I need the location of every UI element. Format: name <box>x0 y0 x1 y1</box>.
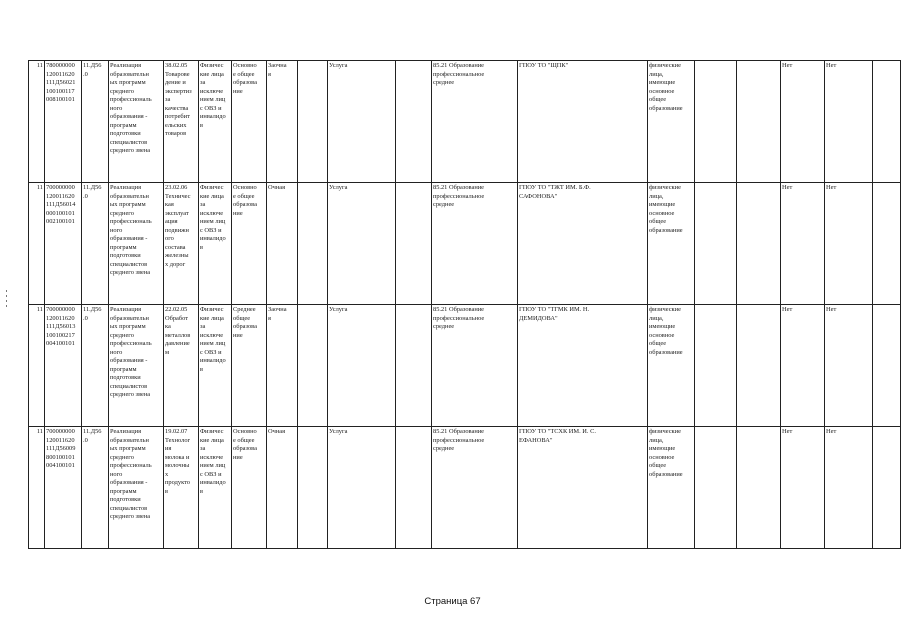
service-name-cell <box>109 183 164 305</box>
paid-flag-cell <box>781 427 825 549</box>
fee-flag-cell-text: Нет <box>826 184 837 191</box>
registry-code-cell-text: 700000000 120011620 111Д56014 000100101 002100101 <box>46 184 76 226</box>
fee-flag-cell <box>825 61 873 183</box>
table-row <box>29 427 901 549</box>
specialty-cell <box>164 61 199 183</box>
registry-code-cell-text: 700000000 120011620 111Д56013 100100217 004100101 <box>46 306 76 348</box>
page-number-footer: Страница 67 <box>424 596 481 607</box>
service-name-cell-text: Реализация образовательн ых программ среднего профессиональ ного образования - программ подготовки специалистов среднего звена <box>110 184 152 277</box>
okved-cell-text: 85.21 Образование профессиональное среднее <box>433 62 485 87</box>
education-form-cell-text: Очная <box>268 184 286 191</box>
row-number-cell-text: 11 <box>36 306 43 313</box>
basic-service-code-cell-text: 11.Д56 .0 <box>83 306 102 322</box>
empty-cell <box>396 305 432 427</box>
okved-cell-text: 85.21 Образование профессиональное среднее <box>433 184 485 209</box>
fee-flag-cell <box>825 427 873 549</box>
institution-cell <box>518 61 648 183</box>
empty-cell <box>396 183 432 305</box>
empty-cell <box>737 61 781 183</box>
services-register-table <box>28 60 901 549</box>
consumer-category-cell <box>199 61 232 183</box>
service-name-cell <box>109 305 164 427</box>
service-name-cell-text: Реализация образовательн ых программ среднего профессиональ ного образования - программ подготовки специалистов среднего звена <box>110 306 152 399</box>
okved-cell-text: 85.21 Образование профессиональное среднее <box>433 306 485 331</box>
table-row <box>29 183 901 305</box>
consumer-category-cell-text: Физичес кие лица за исключе нием лиц с ОВЗ и инвалидо в <box>200 306 226 373</box>
education-form-cell <box>267 183 298 305</box>
paid-flag-cell-text: Нет <box>782 306 793 313</box>
education-level-cell <box>232 183 267 305</box>
basic-service-code-cell <box>82 183 109 305</box>
education-level-cell <box>232 427 267 549</box>
paid-flag-cell <box>781 305 825 427</box>
consumer-category-cell <box>199 427 232 549</box>
specialty-cell-text: 38.02.05 Товарове дение и экспертиз за качества потребит ельских товаров <box>165 62 192 138</box>
row-number-cell <box>29 305 45 427</box>
okved-cell <box>432 61 518 183</box>
empty-cell <box>737 183 781 305</box>
fee-flag-cell-text: Нет <box>826 306 837 313</box>
row-number-cell-text: 11 <box>36 62 43 69</box>
basic-service-code-cell <box>82 61 109 183</box>
row-number-cell <box>29 183 45 305</box>
education-form-cell <box>267 61 298 183</box>
empty-cell <box>396 427 432 549</box>
institution-cell <box>518 305 648 427</box>
paid-flag-cell-text: Нет <box>782 184 793 191</box>
consumer-category-cell <box>199 305 232 427</box>
service-name-cell <box>109 427 164 549</box>
basic-service-code-cell-text: 11.Д56 .0 <box>83 62 102 78</box>
empty-cell <box>737 427 781 549</box>
specialty-cell-text: 23.02.06 Техничес кая эксплуат ация подвижн ого состава железны х дорог <box>165 184 191 268</box>
education-form-cell-text: Заочна я <box>268 62 287 78</box>
specialty-cell <box>164 183 199 305</box>
specialty-cell-text: 19.02.07 Технолог ия молока и молочны х продукто в <box>165 428 191 495</box>
empty-cell <box>695 61 737 183</box>
empty-cell <box>298 305 328 427</box>
education-level-cell-text: Основно е общее образова ние <box>233 62 257 95</box>
recipients-cell-text: физические лица, имеющие основное общее образование <box>649 62 683 112</box>
consumer-category-cell-text: Физичес кие лица за исключе нием лиц с ОВЗ и инвалидо в <box>200 62 226 129</box>
institution-cell-text: ГПОУ ТО "ТСХК ИМ. И. С. ЕФАНОВА" <box>519 428 596 444</box>
okved-cell <box>432 305 518 427</box>
item-type-cell-text: Услуга <box>329 306 348 313</box>
table-row <box>29 305 901 427</box>
registry-code-cell <box>45 61 82 183</box>
education-level-cell-text: Среднее общее образова ние <box>233 306 257 339</box>
item-type-cell <box>328 183 396 305</box>
item-type-cell <box>328 427 396 549</box>
row-number-cell <box>29 427 45 549</box>
paid-flag-cell <box>781 61 825 183</box>
row-number-cell-text: 11 <box>36 428 43 435</box>
item-type-cell <box>328 61 396 183</box>
education-form-cell-text: Заочна я <box>268 306 287 322</box>
item-type-cell-text: Услуга <box>329 184 348 191</box>
specialty-cell <box>164 427 199 549</box>
education-level-cell <box>232 61 267 183</box>
education-level-cell <box>232 305 267 427</box>
empty-cell <box>695 183 737 305</box>
row-number-cell-text: 11 <box>36 184 43 191</box>
empty-cell <box>695 427 737 549</box>
registry-code-cell <box>45 305 82 427</box>
institution-cell <box>518 427 648 549</box>
item-type-cell <box>328 305 396 427</box>
fee-flag-cell-text: Нет <box>826 428 837 435</box>
basic-service-code-cell-text: 11.Д56 .0 <box>83 428 102 444</box>
item-type-cell-text: Услуга <box>329 62 348 69</box>
fee-flag-cell <box>825 183 873 305</box>
empty-cell <box>695 305 737 427</box>
institution-cell-text: ГПОУ ТО "ТГМК ИМ. Н. ДЕМИДОВА" <box>519 306 590 322</box>
education-form-cell <box>267 427 298 549</box>
fee-flag-cell-text: Нет <box>826 62 837 69</box>
empty-cell <box>873 61 901 183</box>
basic-service-code-cell-text: 11.Д56 .0 <box>83 184 102 200</box>
education-level-cell-text: Основно е общее образова ние <box>233 184 257 217</box>
table-row <box>29 61 901 183</box>
registry-code-cell-text: 780000000 120011620 111Д56021 100100117 008100101 <box>46 62 76 104</box>
scan-margin-marks <box>6 290 8 330</box>
consumer-category-cell-text: Физичес кие лица за исключе нием лиц с ОВЗ и инвалидо в <box>200 428 226 495</box>
recipients-cell <box>648 305 695 427</box>
institution-cell-text: ГПОУ ТО "ТЖТ ИМ. Б.Ф. САФОНОВА" <box>519 184 591 200</box>
education-form-cell <box>267 305 298 427</box>
empty-cell <box>873 305 901 427</box>
okved-cell-text: 85.21 Образование профессиональное среднее <box>433 428 485 453</box>
recipients-cell <box>648 183 695 305</box>
education-form-cell-text: Очная <box>268 428 286 435</box>
fee-flag-cell <box>825 305 873 427</box>
paid-flag-cell <box>781 183 825 305</box>
row-number-cell <box>29 61 45 183</box>
item-type-cell-text: Услуга <box>329 428 348 435</box>
recipients-cell <box>648 427 695 549</box>
okved-cell <box>432 427 518 549</box>
empty-cell <box>298 183 328 305</box>
specialty-cell <box>164 305 199 427</box>
registry-code-cell <box>45 183 82 305</box>
empty-cell <box>396 61 432 183</box>
basic-service-code-cell <box>82 427 109 549</box>
registry-code-cell <box>45 427 82 549</box>
service-name-cell-text: Реализация образовательн ых программ среднего профессиональ ного образования - программ подготовки специалистов среднего звена <box>110 428 152 521</box>
basic-service-code-cell <box>82 305 109 427</box>
consumer-category-cell-text: Физичес кие лица за исключе нием лиц с ОВЗ и инвалидо в <box>200 184 226 251</box>
empty-cell <box>737 305 781 427</box>
institution-cell <box>518 183 648 305</box>
okved-cell <box>432 183 518 305</box>
recipients-cell <box>648 61 695 183</box>
paid-flag-cell-text: Нет <box>782 428 793 435</box>
paid-flag-cell-text: Нет <box>782 62 793 69</box>
service-name-cell <box>109 61 164 183</box>
recipients-cell-text: физические лица, имеющие основное общее образование <box>649 184 683 234</box>
recipients-cell-text: физические лица, имеющие основное общее образование <box>649 306 683 356</box>
empty-cell <box>298 61 328 183</box>
specialty-cell-text: 22.02.05 Обработ ка металлов давление м <box>165 306 191 356</box>
education-level-cell-text: Основно е общее образова ние <box>233 428 257 461</box>
service-name-cell-text: Реализация образовательн ых программ среднего профессиональ ного образования - программ подготовки специалистов среднего звена <box>110 62 152 155</box>
institution-cell-text: ГПОУ ТО "ЩПК" <box>519 62 569 69</box>
consumer-category-cell <box>199 183 232 305</box>
registry-code-cell-text: 700000000 120011620 111Д56009 800100101 004100101 <box>46 428 76 470</box>
recipients-cell-text: физические лица, имеющие основное общее образование <box>649 428 683 478</box>
empty-cell <box>873 183 901 305</box>
empty-cell <box>873 427 901 549</box>
empty-cell <box>298 427 328 549</box>
